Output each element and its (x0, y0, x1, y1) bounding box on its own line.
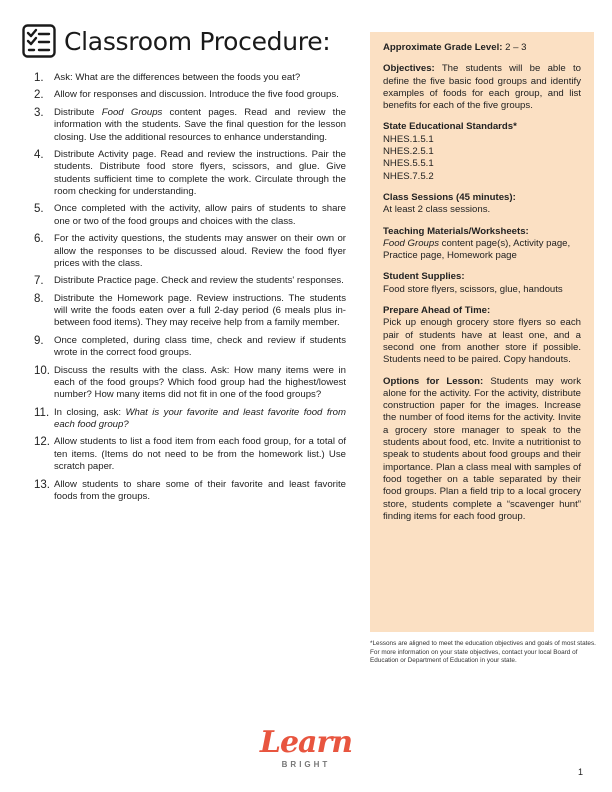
step-number: 6. (34, 233, 44, 246)
options-text: Students may work alone for the activity. For the activity, distribute construction paper for the images. Increase the number of food items for the activity. Invite a grocery store manager to speak to the students about food, etc. Invite a nutritionist to speak to students about food groups and their importance. Plan a class meal with samples of food together on a table separated by their food groups. Plan a field trip to a local grocery store, students complete a “scavenger hunt” finding items for each food group. (383, 375, 581, 522)
grade-label: Approximate Grade Level: (383, 42, 503, 53)
header (22, 24, 330, 58)
step-text (54, 233, 346, 270)
checklist-icon (22, 24, 56, 58)
procedure-step (34, 479, 346, 504)
sessions-label: Class Sessions (45 minutes): (383, 191, 516, 203)
supplies-text: Food store flyers, scissors, glue, handouts (383, 283, 563, 295)
step-text-part: Distribute Activity page. Read and review the instructions. Pair the students. Distribute food store flyers, scissors, and glue. Give students sufficient time to complete the work. Circulate through the room checking for understanding. (54, 149, 346, 197)
step-text (54, 293, 346, 330)
step-number: 8. (34, 292, 44, 305)
logo-word: Learn (259, 725, 353, 760)
step-text-part: Allow students to share some of their favorite and least favorite foods from the groups. (54, 478, 346, 502)
teaching-materials (383, 226, 581, 263)
standard-item: NHES.1.5.1 (383, 133, 434, 145)
procedure-step (34, 436, 346, 473)
step-text-part: Allow for responses and discussion. Introduce the five food groups. (54, 89, 339, 101)
step-text (54, 436, 346, 473)
options-label: Options for Lesson: (383, 375, 484, 387)
standard-item: NHES.2.5.1 (383, 146, 434, 158)
objectives-label: Objectives: (383, 63, 435, 75)
step-text (54, 275, 346, 287)
step-text-part: Allow students to list a food item from each food group, for a total of ten items. (Items do not need to be from the homework list.) Use scratch paper. (54, 436, 346, 473)
materials-italic: Food Groups (383, 237, 439, 249)
step-number: 12. (34, 436, 50, 449)
step-number: 11. (34, 406, 50, 419)
step-number: 2. (34, 89, 44, 102)
learn-bright-logo (248, 725, 364, 769)
step-text (54, 335, 346, 360)
standard-item: NHES.5.5.1 (383, 158, 434, 170)
page-number: 1 (578, 767, 584, 777)
step-text-part: Distribute Practice page. Check and review the students' responses. (54, 275, 344, 287)
step-text-part: In closing, ask: (54, 406, 126, 418)
step-text-italic: What is your favorite and least favorite food from each food group? (54, 406, 347, 430)
procedure-step (34, 89, 346, 101)
objectives-text: The students will be able to define the five basic food groups and identify examples of foods for each group, and list benefits for each of the five groups. (383, 63, 581, 112)
step-text-part: Ask: What are the differences between the foods you eat? (54, 72, 301, 83)
step-text-part: Once completed, during class time, check and review if students wrote in the correct food groups. (54, 334, 346, 359)
step-text (54, 72, 346, 84)
step-text-italic: Food Groups (101, 106, 163, 118)
step-text-part: Distribute the Homework page. Review instructions. The students will write the foods eaten over a full 2-day period (6 meals plus in-between food items). They may receive help from a family member. (54, 292, 346, 329)
standard-item: NHES.7.5.2 (383, 170, 434, 182)
procedure-step (34, 72, 346, 84)
materials-text (383, 238, 581, 263)
procedure-step (34, 149, 346, 198)
step-text-part: Once completed with the activity, allow pairs of students to share one or two of the food groups and choices with the class. (54, 203, 346, 227)
step-text-part: content pages. Read and review the information with the students. Save the final question for the lesson closing. Use the additional resources to enhance understanding. (54, 106, 346, 143)
procedure-list (34, 72, 346, 508)
grade-value: 2 – 3 (505, 42, 527, 53)
prepare-label: Prepare Ahead of Time: (383, 305, 491, 317)
page-title: Classroom Procedure: (64, 26, 331, 56)
step-text-part: Distribute (54, 106, 102, 118)
step-text (54, 203, 346, 228)
logo-subtitle: BRIGHT (281, 760, 331, 769)
step-number: 4. (34, 149, 44, 162)
procedure-step (34, 335, 346, 360)
step-number: 10. (34, 364, 50, 377)
step-number: 1. (34, 72, 44, 84)
step-text-part: Discuss the results with the class. Ask: How many items were in each of the food groups? Which food group had the highest/lowest number? How many items did not fit in one of the food groups? (54, 364, 346, 401)
step-text (54, 107, 346, 144)
step-text (54, 479, 346, 504)
standards-label: State Educational Standards* (383, 121, 517, 133)
lesson-info (383, 42, 581, 532)
materials-label: Teaching Materials/Worksheets: (383, 225, 529, 237)
step-text (54, 89, 346, 101)
standards (383, 121, 581, 182)
step-number: 3. (34, 106, 44, 119)
step-text (54, 407, 346, 432)
procedure-step (34, 293, 346, 330)
footnote: *Lessons are aligned to meet the education objectives and goals of most states. For more information on your state objectives, contact your local Board of Education or Department of Education in your state. (370, 640, 596, 665)
lesson-options (383, 376, 581, 524)
step-text-part: For the activity questions, the students may answer on their own or allow the responses to be discussed aloud. Review the food flyer prices with the class. (54, 233, 346, 269)
class-sessions (383, 192, 581, 217)
procedure-step (34, 407, 346, 432)
supplies-label: Student Supplies: (383, 271, 465, 283)
step-number: 5. (34, 203, 44, 216)
step-number: 7. (34, 275, 44, 288)
procedure-step (34, 275, 346, 287)
step-text (54, 149, 346, 198)
procedure-step (34, 203, 346, 228)
sessions-text: At least 2 class sessions. (383, 204, 491, 216)
prepare-ahead (383, 305, 581, 366)
procedure-step (34, 365, 346, 402)
student-supplies (383, 271, 581, 296)
procedure-step (34, 233, 346, 270)
objectives (383, 63, 581, 112)
step-number: 9. (34, 334, 44, 347)
procedure-step (34, 107, 346, 144)
step-text (54, 365, 346, 402)
materials-rest: content page(s), Activity page, Practice page, Homework page (383, 237, 571, 262)
prepare-text: Pick up enough grocery store flyers so each pair of students have at least one, and a second one from another store if possible. Students need to be paired. Copy handouts. (383, 317, 581, 366)
grade-level (383, 42, 581, 54)
step-number: 13. (34, 478, 50, 491)
